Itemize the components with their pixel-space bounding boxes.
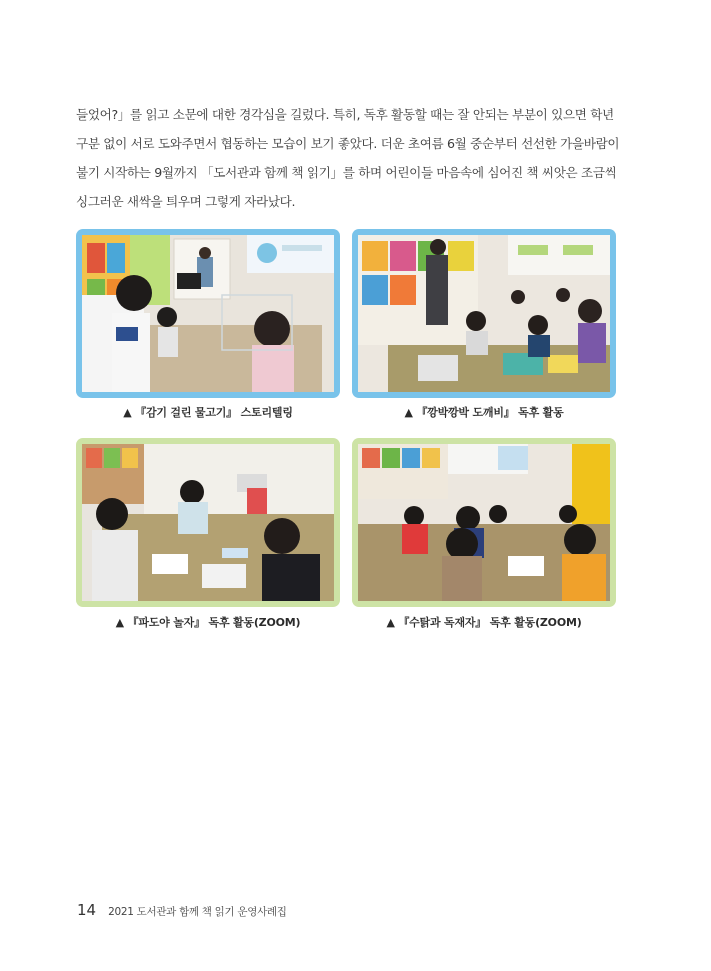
photo-caption: ▲ 『감기 걸린 물고기』 스토리텔링	[123, 406, 293, 419]
photo-image	[358, 444, 610, 601]
book-title: 2021 도서관과 함께 책 읽기 운영사례집	[108, 906, 287, 918]
photo-storytelling	[76, 229, 340, 398]
photo-image	[82, 444, 334, 601]
photo-wave-activity	[76, 438, 340, 607]
photo-caption: ▲ 『파도야 놀자』 독후 활동(ZOOM)	[115, 616, 301, 629]
photo-caption: ▲ 『깡박깡박 도깨비』 독후 활동	[404, 406, 564, 419]
paragraph-line: 불기 시작하는 9월까지 「도서관과 함께 책 읽기」를 하며 어린이들 마음속에 심어진 책 씨앗은 조금씩	[76, 165, 617, 180]
photo-image	[358, 235, 610, 392]
paragraph-line: 싱그러운 새싹을 틔우며 그렇게 자라났다.	[76, 194, 296, 209]
paragraph-line: 구분 없이 서로 도와주면서 협동하는 모습이 보기 좋았다. 더운 초여름 6월 중순부터 선선한 가을바람이	[76, 136, 620, 151]
page-number: 14	[77, 901, 97, 919]
paragraph-line: 들었어?」를 읽고 소문에 대한 경각심을 길렀다. 특히, 독후 활동할 때는 잘 안되는 부분이 있으면 학년	[76, 107, 614, 122]
body-paragraph	[76, 100, 636, 216]
photo-rooster-activity	[352, 438, 616, 607]
photo-caption: ▲ 『수탉과 독재자』 독후 활동(ZOOM)	[386, 616, 582, 629]
photo-dokkaebi-activity	[352, 229, 616, 398]
page-footer	[77, 901, 287, 919]
photo-image	[82, 235, 334, 392]
